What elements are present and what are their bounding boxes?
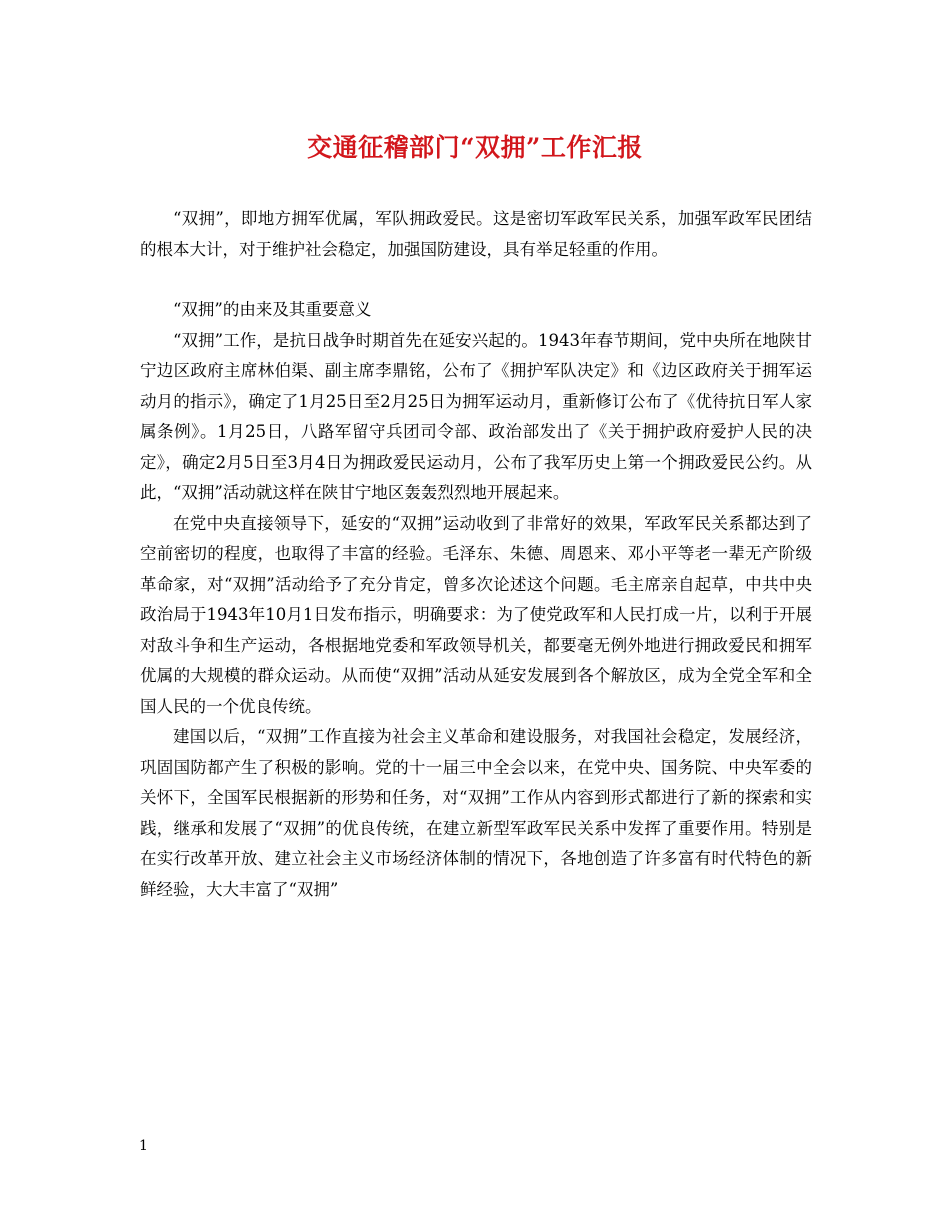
page-number: 1 [139,1138,148,1154]
section-heading: “双拥”的由来及其重要意义 [173,300,372,319]
body-paragraph-1: “双拥”工作，是抗日战争时期首先在延安兴起的。1943年春节期间，党中央所在地陕甘宁边区政府主席林伯渠、副主席李鼎铭，公布了《拥护军队决定》和《边区政府关于拥军运动月的指示》，确定了1月25日至2月25日为拥军运动月，重新修订公布了《优待抗日军人家属条例》。1月25日，八路军留守兵团司令部、政治部发出了《关于拥护政府爱护人民的决定》，确定2月5日至3月4日为拥政爱民运动月，公布了我军历史上第一个拥政爱民公约。从此，“双拥”活动就这样在陕甘宁地区轰轰烈烈地开展起来。 [140,330,812,502]
document-body [140,204,812,905]
body-paragraph-2: 在党中央直接领导下，延安的“双拥”运动收到了非常好的效果，军政军民关系都达到了空前密切的程度，也取得了丰富的经验。毛泽东、朱德、周恩来、邓小平等老一辈无产阶级革命家，对“双拥”活动给予了充分肯定，曾多次论述这个问题。毛主席亲自起草，中共中央政治局于1943年10月1日发布指示，明确要求：为了使党政军和人民打成一片，以利于开展对敌斗争和生产运动，各根据地党委和军政领导机关，都要毫无例外地进行拥政爱民和拥军优属的大规模的群众运动。从而使“双拥”活动从延安发展到各个解放区，成为全党全军和全国人民的一个优良传统。 [140,513,812,716]
body-paragraph-3: 建国以后，“双拥”工作直接为社会主义革命和建设服务，对我国社会稳定，发展经济，巩固国防都产生了积极的影响。党的十一届三中全会以来，在党中央、国务院、中央军委的关怀下，全国军民根据新的形势和任务，对“双拥”工作从内容到形式都进行了新的探索和实践，继承和发展了“双拥”的优良传统，在建立新型军政军民关系中发挥了重要作用。特别是在实行改革开放、建立社会主义市场经济体制的情况下，各地创造了许多富有时代特色的新鲜经验，大大丰富了“双拥” [140,727,812,899]
document-title: 交通征稽部门“双拥”工作汇报 [307,133,643,162]
intro-paragraph: “双拥”，即地方拥军优属，军队拥政爱民。这是密切军政军民关系，加强军政军民团结的根本大计，对于维护社会稳定，加强国防建设，具有举足轻重的作用。 [140,209,812,259]
